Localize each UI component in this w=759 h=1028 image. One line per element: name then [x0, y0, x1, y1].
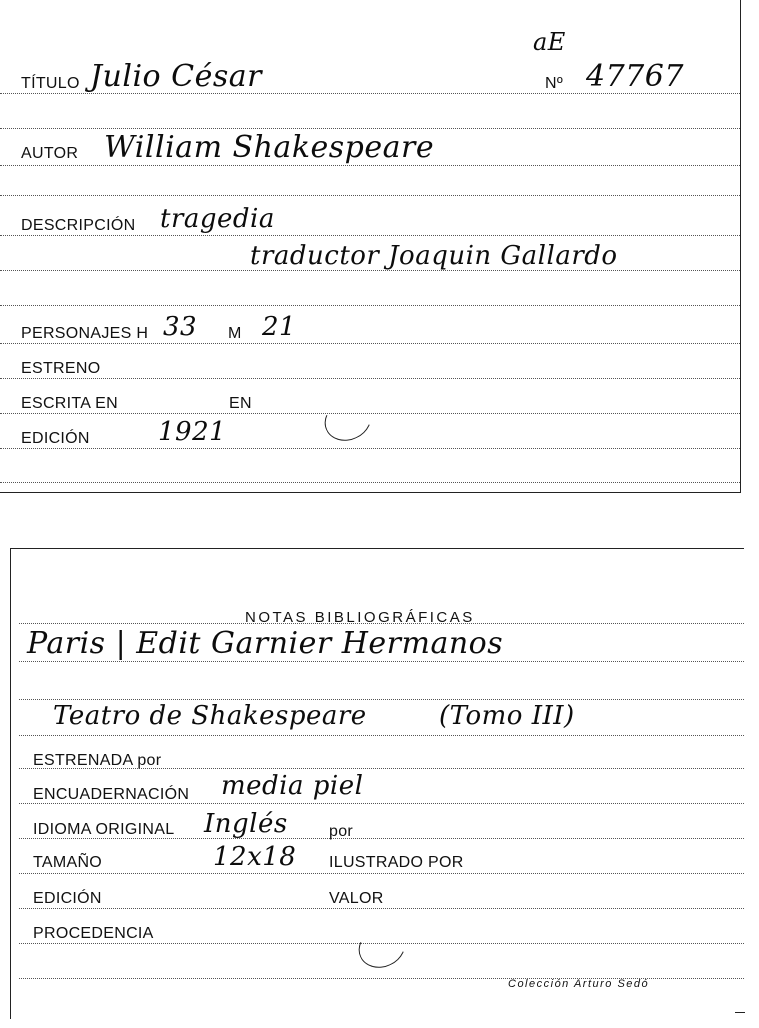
- tamano-value: 12x18: [213, 842, 297, 872]
- corner-code: aE: [533, 28, 566, 56]
- ruled-line: [19, 699, 744, 700]
- descripcion-value-line2: traductor Joaquin Gallardo: [250, 241, 618, 271]
- encuadernacion-value: media piel: [221, 771, 364, 801]
- escrita-en-label: ESCRITA EN: [21, 395, 118, 412]
- ruled-line: [19, 873, 744, 874]
- titulo-label: TÍTULO: [21, 75, 80, 92]
- estrenada-label: ESTRENADA por: [33, 752, 162, 769]
- idioma-value: Inglés: [204, 809, 288, 839]
- encuadernacion-label: ENCUADERNACIÓN: [33, 786, 190, 803]
- ruled-line: [0, 128, 740, 129]
- descripcion-value: tragedia: [160, 204, 275, 234]
- punch-hole-mark: [352, 919, 412, 976]
- ruled-line: [0, 195, 740, 196]
- valor-label: VALOR: [329, 890, 384, 907]
- ruled-line: [0, 235, 740, 236]
- ruled-line: [19, 803, 744, 804]
- ruled-line: [0, 343, 740, 344]
- numero-label: Nº: [545, 75, 563, 92]
- notes-line-2: Teatro de Shakespeare: [53, 701, 367, 731]
- procedencia-label: PROCEDENCIA: [33, 925, 154, 942]
- notes-line-2-volume: (Tomo III): [439, 701, 575, 731]
- ruled-line: [19, 661, 744, 662]
- edicion-label-back: EDICIÓN: [33, 890, 102, 907]
- ruled-line: [19, 908, 744, 909]
- ruled-line: [19, 735, 744, 736]
- por-label: por: [329, 823, 354, 840]
- notes-line-1: Paris | Edit Garnier Hermanos: [27, 626, 504, 661]
- ruled-line: [0, 448, 740, 449]
- punch-hole-mark: [318, 392, 378, 449]
- card-corner-mark: [735, 1012, 745, 1013]
- ruled-line: [0, 482, 740, 483]
- ilustrado-label: ILUSTRADO POR: [329, 854, 464, 871]
- ruled-line: [0, 378, 740, 379]
- estreno-label: ESTRENO: [21, 360, 101, 377]
- catalog-card-front: [0, 0, 741, 493]
- autor-value: William Shakespeare: [104, 130, 435, 165]
- ruled-line: [0, 305, 740, 306]
- collection-credit: Colección Arturo Sedó: [508, 978, 650, 990]
- ruled-line: [0, 165, 740, 166]
- edicion-label: EDICIÓN: [21, 430, 90, 447]
- personajes-h-value: 33: [163, 312, 198, 342]
- autor-label: AUTOR: [21, 145, 79, 162]
- personajes-label: PERSONAJES H: [21, 325, 149, 342]
- idioma-label: IDIOMA ORIGINAL: [33, 821, 175, 838]
- personajes-m-value: 21: [262, 312, 297, 342]
- en-label: EN: [229, 395, 252, 412]
- descripcion-label: DESCRIPCIÓN: [21, 217, 136, 234]
- titulo-value: Julio César: [90, 59, 262, 94]
- numero-value: 47767: [586, 59, 684, 94]
- notas-header: NOTAS BIBLIOGRÁFICAS: [245, 609, 475, 626]
- ruled-line: [19, 838, 744, 839]
- catalog-card-back: [10, 548, 744, 1019]
- edicion-value: 1921: [158, 417, 227, 447]
- tamano-label: TAMAÑO: [33, 854, 103, 871]
- personajes-m-label: M: [228, 325, 242, 342]
